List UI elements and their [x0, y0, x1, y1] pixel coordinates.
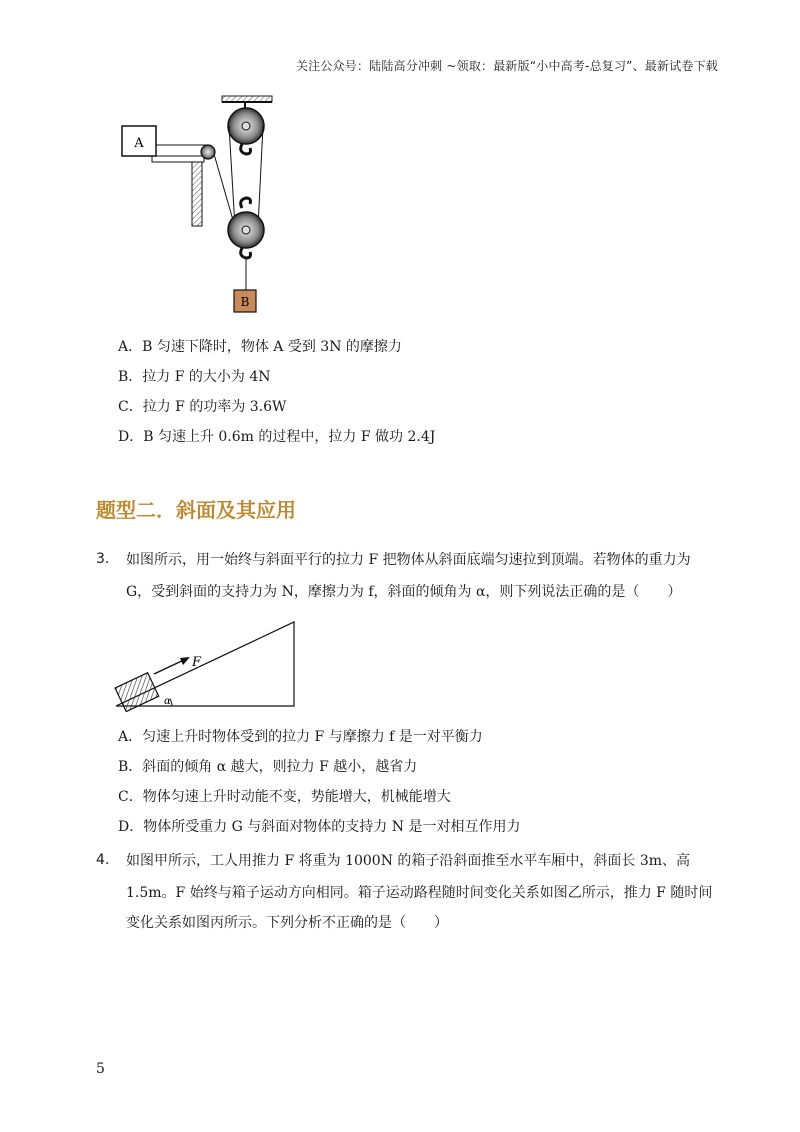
- edge-pulley: [201, 145, 215, 159]
- block-a-label: A: [134, 136, 144, 151]
- q3-line-1: 如图所示，用一始终与斜面平行的拉力 F 把物体从斜面底端匀速拉到顶端。若物体的重力为: [126, 552, 691, 568]
- force-arrow-head: [180, 657, 190, 665]
- q2-option-d: D．B 匀速上升 0.6m 的过程中，拉力 F 做功 2.4J: [118, 429, 436, 445]
- q4-line-2: 1.5m。F 始终与箱子运动方向相同。箱子运动路程随时间变化关系如图乙所示，推力 F 随时间: [126, 885, 713, 901]
- q2-option-a: A．B 匀速下降时，物体 A 受到 3N 的摩擦力: [118, 339, 402, 355]
- section-title: 题型二．斜面及其应用: [96, 498, 296, 522]
- q4-line-1: 如图甲所示，工人用推力 F 将重为 1000N 的箱子沿斜面推至水平车厢中，斜面长 3m、高: [126, 853, 691, 869]
- q3-line-2: G，受到斜面的支持力为 N，摩擦力为 f，斜面的倾角为 α，则下列说法正确的是（ ）: [126, 584, 682, 600]
- block-b-label: B: [240, 295, 250, 309]
- table-surface: [152, 156, 204, 162]
- q2-option-c: C．拉力 F 的功率为 3.6W: [118, 399, 287, 415]
- q3-option-b: B．斜面的倾角 α 越大，则拉力 F 越小，越省力: [118, 759, 418, 775]
- pulley-figure: [110, 92, 290, 314]
- q2-option-b: B．拉力 F 的大小为 4N: [118, 369, 271, 385]
- q3-number: 3.: [96, 551, 110, 567]
- page-header: 关注公众号：陆陆高分冲刺 ~领取：最新版“小中高考-总复习”、最新试卷下载: [295, 59, 718, 73]
- q3-option-c: C．物体匀速上升时动能不变，势能增大，机械能增大: [118, 789, 451, 805]
- incline-figure: [110, 616, 300, 712]
- angle-label: α: [164, 696, 171, 707]
- q3-option-d: D．物体所受重力 G 与斜面对物体的支持力 N 是一对相互作用力: [118, 819, 521, 835]
- page-number: 5: [96, 1061, 105, 1077]
- q4-number: 4.: [96, 852, 110, 868]
- q4-line-3: 变化关系如图丙所示。下列分析不正确的是（ ）: [126, 915, 448, 931]
- q3-option-a: A．匀速上升时物体受到的拉力 F 与摩擦力 f 是一对平衡力: [118, 729, 483, 745]
- force-label: F: [192, 655, 202, 670]
